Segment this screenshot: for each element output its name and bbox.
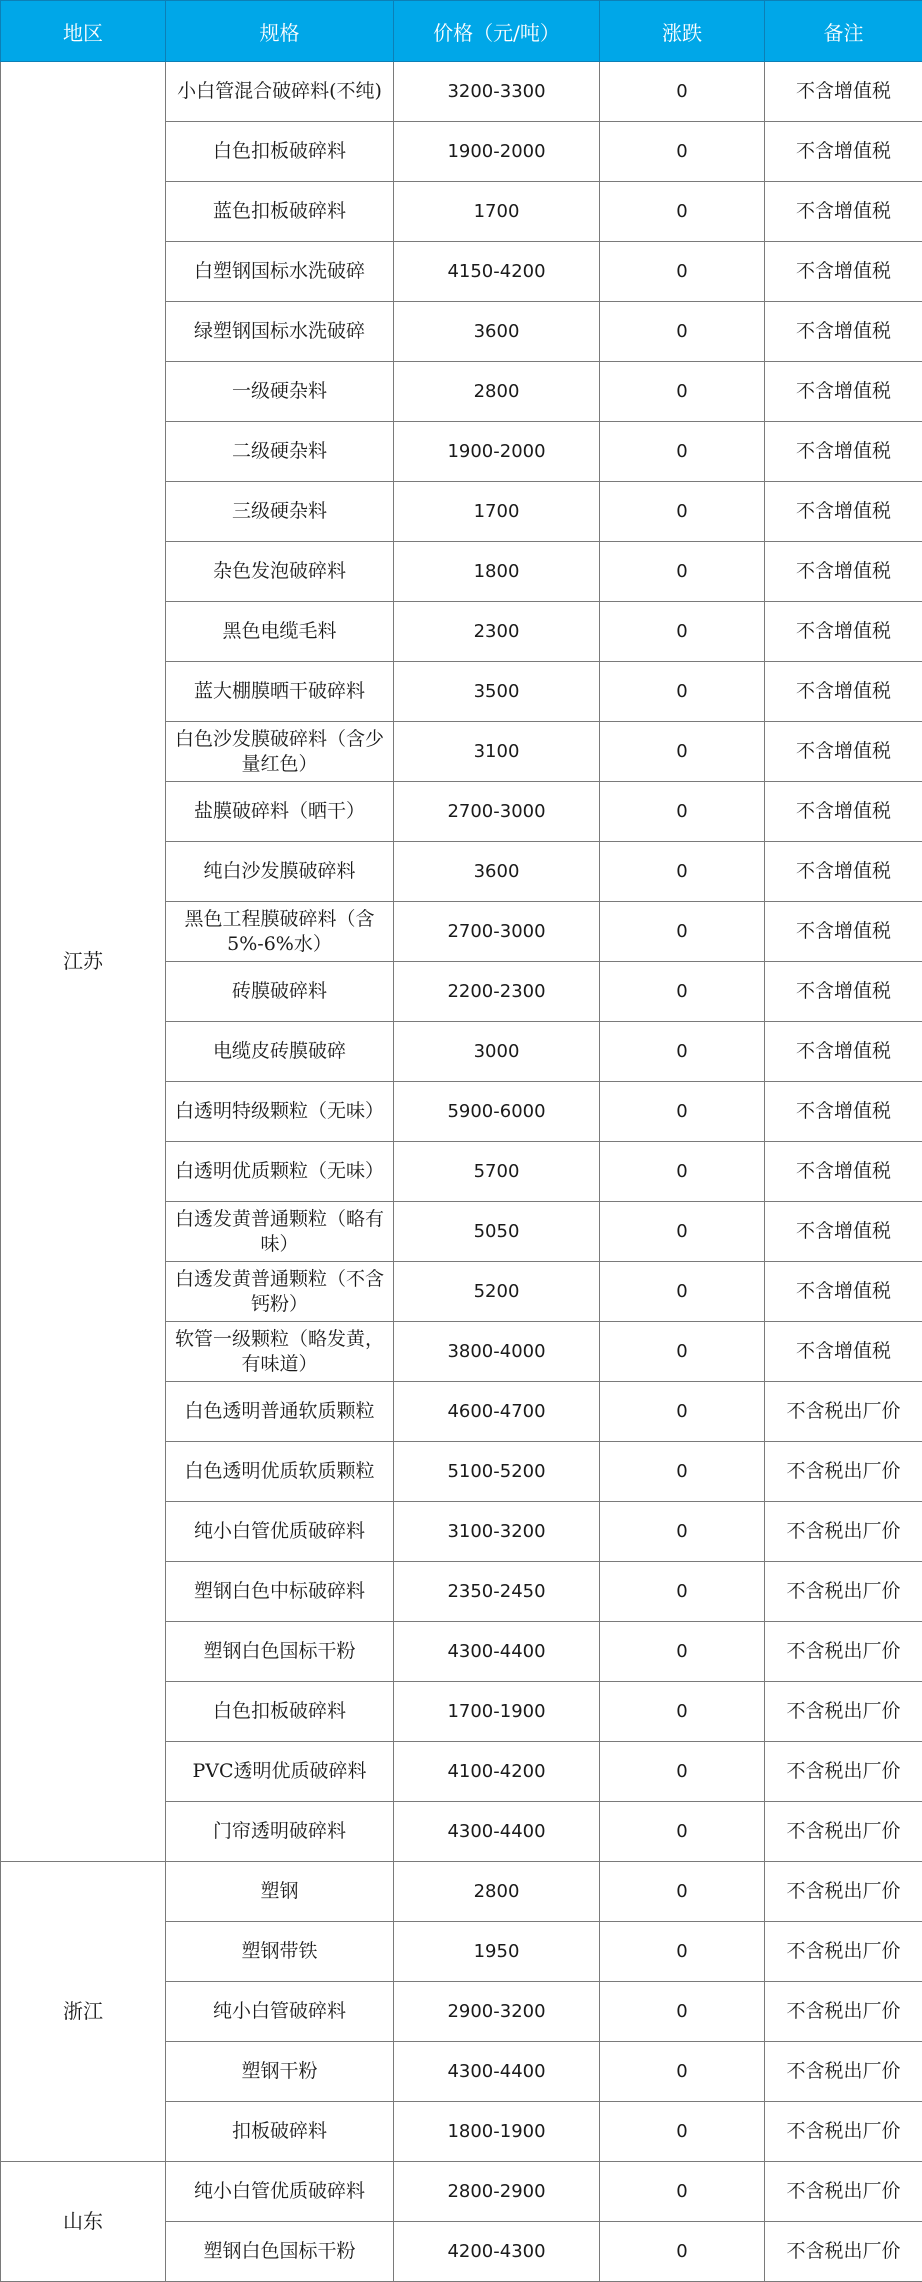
- price-cell: 5700: [394, 1142, 600, 1202]
- note-cell: 不含税出厂价: [765, 1622, 922, 1682]
- price-cell: 2800-2900: [394, 2162, 600, 2222]
- change-cell: 0: [600, 1502, 765, 1562]
- spec-cell: 白透明优质颗粒（无味）: [166, 1142, 394, 1202]
- table-body: [1, 62, 922, 2282]
- spec-cell: 白色扣板破碎料: [166, 122, 394, 182]
- spec-cell: 塑钢白色中标破碎料: [166, 1562, 394, 1622]
- change-cell: 0: [600, 62, 765, 122]
- note-cell: 不含税出厂价: [765, 2042, 922, 2102]
- change-cell: 0: [600, 1202, 765, 1262]
- price-cell: 2300: [394, 602, 600, 662]
- note-cell: 不含增值税: [765, 482, 922, 542]
- note-cell: 不含增值税: [765, 722, 922, 782]
- note-cell: 不含税出厂价: [765, 1742, 922, 1802]
- price-cell: 5200: [394, 1262, 600, 1322]
- spec-cell: 白塑钢国标水洗破碎: [166, 242, 394, 302]
- region-cell: 江苏: [1, 62, 166, 1862]
- spec-cell: 软管一级颗粒（略发黄，有味道）: [166, 1322, 394, 1382]
- header-note: 备注: [765, 1, 922, 62]
- price-cell: 3600: [394, 842, 600, 902]
- spec-cell: 蓝大棚膜晒干破碎料: [166, 662, 394, 722]
- price-cell: 4200-4300: [394, 2222, 600, 2282]
- price-cell: 4300-4400: [394, 2042, 600, 2102]
- note-cell: 不含增值税: [765, 62, 922, 122]
- price-cell: 2800: [394, 1862, 600, 1922]
- header-price: 价格（元/吨）: [394, 1, 600, 62]
- spec-cell: 白透明特级颗粒（无味）: [166, 1082, 394, 1142]
- change-cell: 0: [600, 482, 765, 542]
- change-cell: 0: [600, 2102, 765, 2162]
- spec-cell: 白色扣板破碎料: [166, 1682, 394, 1742]
- price-cell: 3100: [394, 722, 600, 782]
- note-cell: 不含税出厂价: [765, 1862, 922, 1922]
- change-cell: 0: [600, 542, 765, 602]
- note-cell: 不含增值税: [765, 1022, 922, 1082]
- spec-cell: PVC透明优质破碎料: [166, 1742, 394, 1802]
- price-cell: 1800: [394, 542, 600, 602]
- note-cell: 不含增值税: [765, 662, 922, 722]
- change-cell: 0: [600, 1142, 765, 1202]
- spec-cell: 白色透明优质软质颗粒: [166, 1442, 394, 1502]
- note-cell: 不含增值税: [765, 242, 922, 302]
- change-cell: 0: [600, 302, 765, 362]
- header-region: 地区: [1, 1, 166, 62]
- change-cell: 0: [600, 1382, 765, 1442]
- price-cell: 1700: [394, 482, 600, 542]
- note-cell: 不含税出厂价: [765, 1562, 922, 1622]
- price-cell: 3200-3300: [394, 62, 600, 122]
- price-cell: 3600: [394, 302, 600, 362]
- price-cell: 2350-2450: [394, 1562, 600, 1622]
- change-cell: 0: [600, 2222, 765, 2282]
- header-spec: 规格: [166, 1, 394, 62]
- price-cell: 2800: [394, 362, 600, 422]
- change-cell: 0: [600, 362, 765, 422]
- spec-cell: 蓝色扣板破碎料: [166, 182, 394, 242]
- price-cell: 1700: [394, 182, 600, 242]
- price-cell: 4300-4400: [394, 1622, 600, 1682]
- change-cell: 0: [600, 962, 765, 1022]
- spec-cell: 塑钢白色国标干粉: [166, 2222, 394, 2282]
- price-cell: 1700-1900: [394, 1682, 600, 1742]
- region-cell: 浙江: [1, 1862, 166, 2162]
- price-cell: 2900-3200: [394, 1982, 600, 2042]
- change-cell: 0: [600, 842, 765, 902]
- spec-cell: 扣板破碎料: [166, 2102, 394, 2162]
- spec-cell: 白透发黄普通颗粒（略有味）: [166, 1202, 394, 1262]
- note-cell: 不含增值税: [765, 362, 922, 422]
- price-cell: 4100-4200: [394, 1742, 600, 1802]
- region-cell: 山东: [1, 2162, 166, 2282]
- spec-cell: 白色沙发膜破碎料（含少量红色）: [166, 722, 394, 782]
- note-cell: 不含增值税: [765, 302, 922, 362]
- change-cell: 0: [600, 1322, 765, 1382]
- change-cell: 0: [600, 2162, 765, 2222]
- spec-cell: 塑钢带铁: [166, 1922, 394, 1982]
- note-cell: 不含增值税: [765, 782, 922, 842]
- change-cell: 0: [600, 242, 765, 302]
- note-cell: 不含税出厂价: [765, 2102, 922, 2162]
- spec-cell: 一级硬杂料: [166, 362, 394, 422]
- note-cell: 不含税出厂价: [765, 2162, 922, 2222]
- note-cell: 不含税出厂价: [765, 1502, 922, 1562]
- price-cell: 3800-4000: [394, 1322, 600, 1382]
- note-cell: 不含增值税: [765, 182, 922, 242]
- spec-cell: 塑钢白色国标干粉: [166, 1622, 394, 1682]
- change-cell: 0: [600, 1802, 765, 1862]
- change-cell: 0: [600, 722, 765, 782]
- spec-cell: 杂色发泡破碎料: [166, 542, 394, 602]
- note-cell: 不含增值税: [765, 962, 922, 1022]
- note-cell: 不含增值税: [765, 1142, 922, 1202]
- change-cell: 0: [600, 1622, 765, 1682]
- header-row: [1, 1, 922, 62]
- note-cell: 不含增值税: [765, 1262, 922, 1322]
- change-cell: 0: [600, 1742, 765, 1802]
- spec-cell: 砖膜破碎料: [166, 962, 394, 1022]
- change-cell: 0: [600, 182, 765, 242]
- change-cell: 0: [600, 1562, 765, 1622]
- change-cell: 0: [600, 1022, 765, 1082]
- spec-cell: 小白管混合破碎料(不纯): [166, 62, 394, 122]
- note-cell: 不含税出厂价: [765, 1442, 922, 1502]
- price-cell: 5100-5200: [394, 1442, 600, 1502]
- spec-cell: 纯小白管优质破碎料: [166, 2162, 394, 2222]
- note-cell: 不含税出厂价: [765, 1382, 922, 1442]
- change-cell: 0: [600, 1682, 765, 1742]
- note-cell: 不含增值税: [765, 542, 922, 602]
- table-header: [1, 1, 922, 62]
- price-cell: 1950: [394, 1922, 600, 1982]
- note-cell: 不含税出厂价: [765, 1682, 922, 1742]
- note-cell: 不含增值税: [765, 422, 922, 482]
- table-row: [1, 1862, 922, 1922]
- change-cell: 0: [600, 902, 765, 962]
- price-cell: 5050: [394, 1202, 600, 1262]
- note-cell: 不含税出厂价: [765, 1802, 922, 1862]
- note-cell: 不含增值税: [765, 842, 922, 902]
- price-cell: 4150-4200: [394, 242, 600, 302]
- price-cell: 1900-2000: [394, 122, 600, 182]
- header-change: 涨跌: [600, 1, 765, 62]
- price-cell: 3500: [394, 662, 600, 722]
- spec-cell: 三级硬杂料: [166, 482, 394, 542]
- note-cell: 不含增值税: [765, 1202, 922, 1262]
- spec-cell: 黑色工程膜破碎料（含5%-6%水）: [166, 902, 394, 962]
- spec-cell: 黑色电缆毛料: [166, 602, 394, 662]
- price-cell: 4300-4400: [394, 1802, 600, 1862]
- spec-cell: 纯白沙发膜破碎料: [166, 842, 394, 902]
- note-cell: 不含增值税: [765, 1322, 922, 1382]
- price-cell: 2200-2300: [394, 962, 600, 1022]
- spec-cell: 二级硬杂料: [166, 422, 394, 482]
- change-cell: 0: [600, 1262, 765, 1322]
- spec-cell: 盐膜破碎料（晒干）: [166, 782, 394, 842]
- price-cell: 2700-3000: [394, 902, 600, 962]
- price-cell: 3000: [394, 1022, 600, 1082]
- note-cell: 不含税出厂价: [765, 1982, 922, 2042]
- spec-cell: 门帘透明破碎料: [166, 1802, 394, 1862]
- spec-cell: 塑钢: [166, 1862, 394, 1922]
- table-row: [1, 62, 922, 122]
- price-cell: 2700-3000: [394, 782, 600, 842]
- change-cell: 0: [600, 782, 765, 842]
- change-cell: 0: [600, 122, 765, 182]
- note-cell: 不含增值税: [765, 1082, 922, 1142]
- note-cell: 不含税出厂价: [765, 2222, 922, 2282]
- spec-cell: 绿塑钢国标水洗破碎: [166, 302, 394, 362]
- change-cell: 0: [600, 422, 765, 482]
- spec-cell: 纯小白管优质破碎料: [166, 1502, 394, 1562]
- change-cell: 0: [600, 662, 765, 722]
- spec-cell: 塑钢干粉: [166, 2042, 394, 2102]
- change-cell: 0: [600, 1442, 765, 1502]
- price-cell: 4600-4700: [394, 1382, 600, 1442]
- price-cell: 1900-2000: [394, 422, 600, 482]
- change-cell: 0: [600, 602, 765, 662]
- note-cell: 不含税出厂价: [765, 1922, 922, 1982]
- note-cell: 不含增值税: [765, 602, 922, 662]
- change-cell: 0: [600, 1922, 765, 1982]
- price-cell: 5900-6000: [394, 1082, 600, 1142]
- note-cell: 不含增值税: [765, 122, 922, 182]
- price-cell: 3100-3200: [394, 1502, 600, 1562]
- spec-cell: 白色透明普通软质颗粒: [166, 1382, 394, 1442]
- price-cell: 1800-1900: [394, 2102, 600, 2162]
- table-row: [1, 2162, 922, 2222]
- spec-cell: 纯小白管破碎料: [166, 1982, 394, 2042]
- change-cell: 0: [600, 1862, 765, 1922]
- change-cell: 0: [600, 2042, 765, 2102]
- spec-cell: 白透发黄普通颗粒（不含钙粉）: [166, 1262, 394, 1322]
- change-cell: 0: [600, 1082, 765, 1142]
- note-cell: 不含增值税: [765, 902, 922, 962]
- change-cell: 0: [600, 1982, 765, 2042]
- spec-cell: 电缆皮砖膜破碎: [166, 1022, 394, 1082]
